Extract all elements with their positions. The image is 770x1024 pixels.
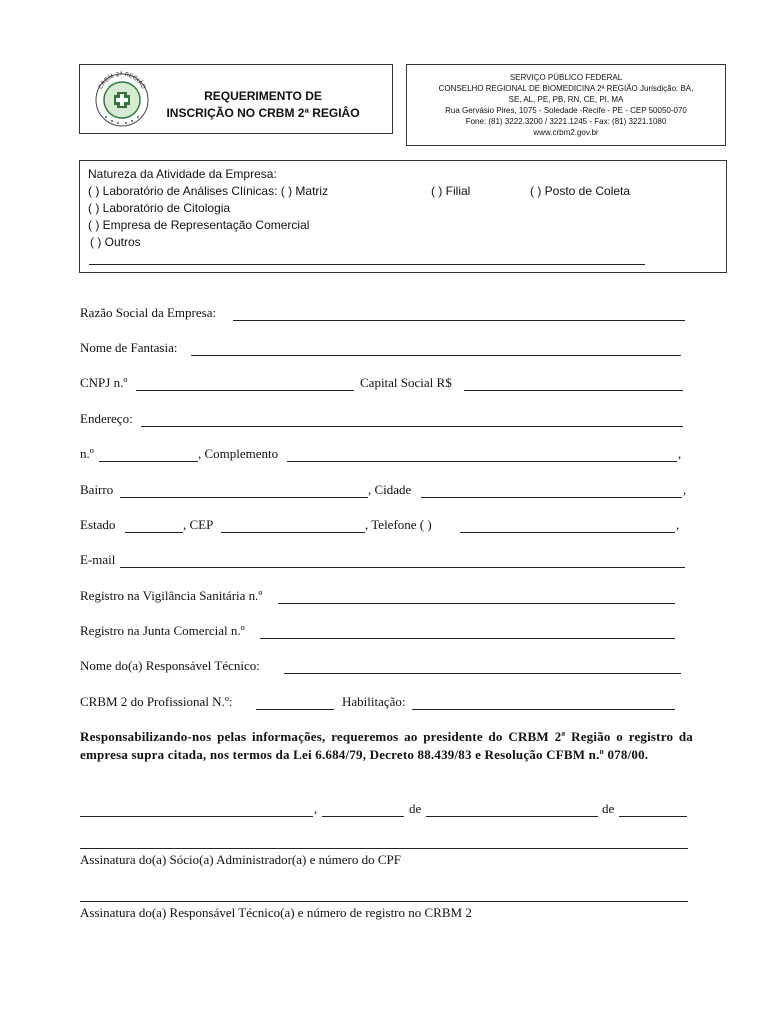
activity-box <box>79 160 727 273</box>
endereco-field[interactable] <box>141 426 683 427</box>
nome-fantasia-field[interactable] <box>191 355 681 356</box>
page-title-line1: REQUERIMENTO DE <box>204 89 322 103</box>
signature-tecnico-line[interactable] <box>80 901 688 902</box>
crbm-prof-label: CRBM 2 do Profissional N.º: <box>80 694 233 709</box>
declaration-text: Responsabilizando-nos pelas informações, requeremos ao presidente do CRBM 2ª Região o registro da empresa supra citada, nos termos da Lei 6.684/79, Decreto 88.439/83 e Resolução CFBM n.º 078/00. <box>80 729 693 762</box>
capital-label: Capital Social R$ <box>360 375 452 390</box>
cnpj-field[interactable] <box>136 390 354 391</box>
telefone-field[interactable] <box>460 532 675 533</box>
org-line1: SERVIÇO PÚBLICO FEDERAL <box>509 73 623 82</box>
nome-fantasia-label: Nome de Fantasia: <box>80 340 178 355</box>
page-title-line2: INSCRIÇÃO NO CRBM 2ª REGIÂO <box>166 106 360 120</box>
activity-heading: Natureza da Atividade da Empresa: <box>88 167 277 181</box>
email-label: E-mail <box>80 552 116 567</box>
junta-field[interactable] <box>260 638 675 639</box>
razao-social-label: Razão Social da Empresa: <box>80 305 217 320</box>
complemento-label: , Complemento <box>198 446 279 461</box>
date-year-field[interactable] <box>619 816 687 817</box>
outros-line[interactable] <box>89 264 645 265</box>
header-title-box <box>79 64 393 134</box>
signature-socio-line[interactable] <box>80 848 688 849</box>
option-analises[interactable]: ( ) Laboratório de Análises Clínicas: ( ) Matriz <box>88 184 329 198</box>
date-month-field[interactable] <box>426 816 598 817</box>
option-representacao[interactable]: ( ) Empresa de Representação Comercial <box>88 218 310 232</box>
habilitacao-field[interactable] <box>412 709 675 710</box>
cidade-field[interactable] <box>421 497 682 498</box>
complemento-field[interactable] <box>287 461 677 462</box>
crbm-prof-field[interactable] <box>256 709 334 710</box>
date-de1: de <box>409 801 422 816</box>
svg-text:CRBM 2ª REGIÃO: CRBM 2ª REGIÃO <box>97 71 147 91</box>
estado-field[interactable] <box>125 532 183 533</box>
razao-social-field[interactable] <box>233 320 685 321</box>
estado-label: Estado <box>80 517 116 532</box>
capital-field[interactable] <box>464 390 683 391</box>
cep-label: , CEP <box>183 517 214 532</box>
numero-label: n.º <box>80 446 94 461</box>
option-posto[interactable]: ( ) Posto de Coleta <box>530 184 631 198</box>
signature-tecnico-label: Assinatura do(a) Responsável Técnico(a) e número de registro no CRBM 2 <box>80 905 472 920</box>
org-line5: Fone: (81) 3222.3200 / 3221.1245 - Fax: (81) 3221.1080 <box>465 117 667 126</box>
org-website: www.crbm2.gov.br <box>533 128 599 137</box>
org-line2: CONSELHO REGIONAL DE BIOMEDICINA 2ª REGIÃO Jurisdição: BA, <box>438 84 694 93</box>
telefone-comma: , <box>676 517 680 532</box>
responsavel-field[interactable] <box>284 673 681 674</box>
bairro-field[interactable] <box>120 497 368 498</box>
option-filial[interactable]: ( ) Filial <box>431 184 471 198</box>
habilitacao-label: Habilitação: <box>342 694 406 709</box>
endereco-label: Endereço: <box>80 411 133 426</box>
cep-field[interactable] <box>221 532 365 533</box>
date-city-field[interactable] <box>80 816 313 817</box>
complemento-comma: , <box>678 446 682 461</box>
signature-socio-label: Assinatura do(a) Sócio(a) Administrador(a) e número do CPF <box>80 852 401 867</box>
responsavel-label: Nome do(a) Responsável Técnico: <box>80 658 260 673</box>
date-comma: , <box>314 801 318 816</box>
date-de2: de <box>602 801 615 816</box>
org-line3: SE, AL, PE, PB, RN, CE, PI, MA <box>508 95 624 104</box>
cidade-label: , Cidade <box>368 482 412 497</box>
header-org-box <box>406 64 726 146</box>
org-line4: Rua Gervásio Pires, 1075 - Soledade -Recife - PE - CEP 50050-070 <box>445 106 687 115</box>
telefone-label: , Telefone ( ) <box>365 517 432 532</box>
junta-label: Registro na Junta Comercial n.º <box>80 623 245 638</box>
option-citologia[interactable]: ( ) Laboratório de Citologia <box>88 201 231 215</box>
cnpj-label: CNPJ n.º <box>80 375 128 390</box>
vigilancia-field[interactable] <box>278 603 675 604</box>
numero-field[interactable] <box>99 461 198 462</box>
option-outros[interactable]: ( ) Outros <box>90 235 141 249</box>
date-day-field[interactable] <box>322 816 404 817</box>
cidade-comma: , <box>683 482 687 497</box>
bairro-label: Bairro <box>80 482 114 497</box>
email-field[interactable] <box>120 567 685 568</box>
vigilancia-label: Registro na Vigilância Sanitária n.º <box>80 588 263 603</box>
